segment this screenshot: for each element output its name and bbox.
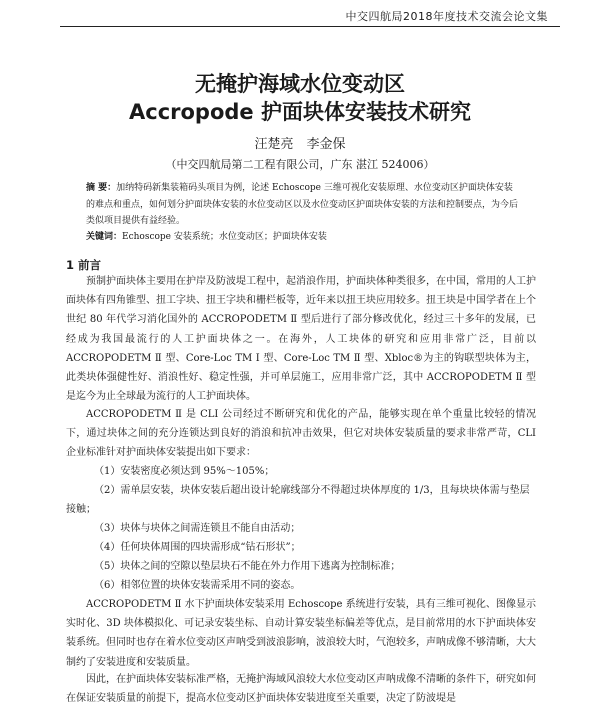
title-line-2: Accropode 护面块体安装技术研究	[129, 100, 471, 124]
abstract	[86, 180, 518, 230]
paragraph-4-text: 因此，在护面块体安装标准严格，无掩护海域风浪较大水位变动区声呐成像不清晰的条件下，研究如何在保证安装质量的前提下，提高水位变动区护面块体安装进度至关重要，决定了防波堤是	[66, 674, 536, 705]
paragraph-4	[66, 670, 536, 708]
requirement-item: （1）安装密度必须达到 95%～105%；	[94, 466, 275, 477]
keywords-text: Echoscope 安装系统；水位变动区；护面块体安装	[122, 232, 327, 242]
paragraph-1-text: 预制护面块体主要用在护岸及防波堤工程中，起消浪作用，护面块体种类很多，在中国，常用的人工护面块体有四角锥型、扭工字块、扭王字块和栅栏板等，近年来以扭王块应用较多。扭王块是中国学者在上个世纪 80 年代学习消化国外的 ACCROPODETM Ⅱ 型后进行了部分修改优化，经过三十多年的发展，已经成为我国最流行的人工护面块体之一。在海外，人工块体的研究和应用非常广泛，目前以 ACCROPODETM Ⅱ 型、Core-Loc TM Ⅰ 型、Core-Loc TM Ⅱ 型、Xbloc®为主的钩联型块体为主，此类块体强健性好、消浪性好、稳定性强，并可单层施工，应用非常广泛，其中 ACCROPODETM Ⅱ 型是迄今为止全球最为流行的人工护面块体。	[66, 276, 536, 403]
abstract-label: 摘 要：	[86, 183, 117, 193]
paragraph-2-text: ACCROPODETM Ⅱ 是 CLI 公司经过不断研究和优化的产品，能够实现在单个重量比较轻的情况下，通过块体之间的充分连锁达到良好的消浪和抗冲击效果，但它对块体安装质量的要求非常严苛，CLI 企业标准针对护面块体安装提出如下要求：	[66, 409, 536, 459]
affiliation: （中交四航局第二工程有限公司，广东 湛江 524006）	[165, 158, 435, 171]
paragraph-1	[66, 272, 536, 406]
requirement-item: （3）块体与块体之间需连锁且不能自由活动；	[94, 523, 301, 534]
requirement-item: （2）需单层安装，块体安装后超出设计轮廓线部分不得超过块体厚度的 1/3，且每块块体需与垫层接触；	[66, 485, 530, 515]
requirement-item: （4）任何块体周围的四块需形成“钻石形状”；	[94, 542, 301, 553]
requirement-item: （5）块体之间的空隙以垫层块石不能在外力作用下逃离为控制标准；	[94, 561, 401, 572]
abstract-text: 加纳特码新集装箱码头项目为例，论述 Echoscope 三维可视化安装原理、水位变动区护面块体安装的难点和重点，如何划分护面块体安装的水位变动区以及水位变动区护面块体安装的方法和控制要点，为今后类似项目提供有益经验。	[86, 183, 519, 226]
requirement-item: （6）相邻位置的块体安装需采用不同的姿态。	[94, 580, 301, 591]
title-line-1: 无掩护海域水位变动区	[195, 72, 405, 96]
running-header: 中交四航局2018年度技术交流会论文集	[345, 10, 548, 23]
keywords-label: 关键词：	[86, 232, 123, 242]
requirements-list	[66, 462, 536, 595]
keywords	[86, 229, 518, 242]
header-rule	[60, 26, 560, 27]
section-heading: 1 前言	[66, 258, 102, 272]
paragraph-2	[66, 405, 536, 463]
paragraph-3-text: ACCROPODETM Ⅱ 水下护面块体安装采用 Echoscope 系统进行安装，具有三维可视化、图像显示实时化、3D 块体模拟化、可记录安装坐标、自动计算安装坐标偏差等优点，是目前常用的水下护面块体安装系统。但同时也存在着水位变动区声呐受到波浪影响，波浪较大时，气泡较多，声呐成像不够清晰，大大制约了安装进度和安装质量。	[66, 599, 536, 668]
paragraph-3	[66, 595, 536, 672]
authors: 汪楚亮 李金保	[254, 137, 346, 152]
